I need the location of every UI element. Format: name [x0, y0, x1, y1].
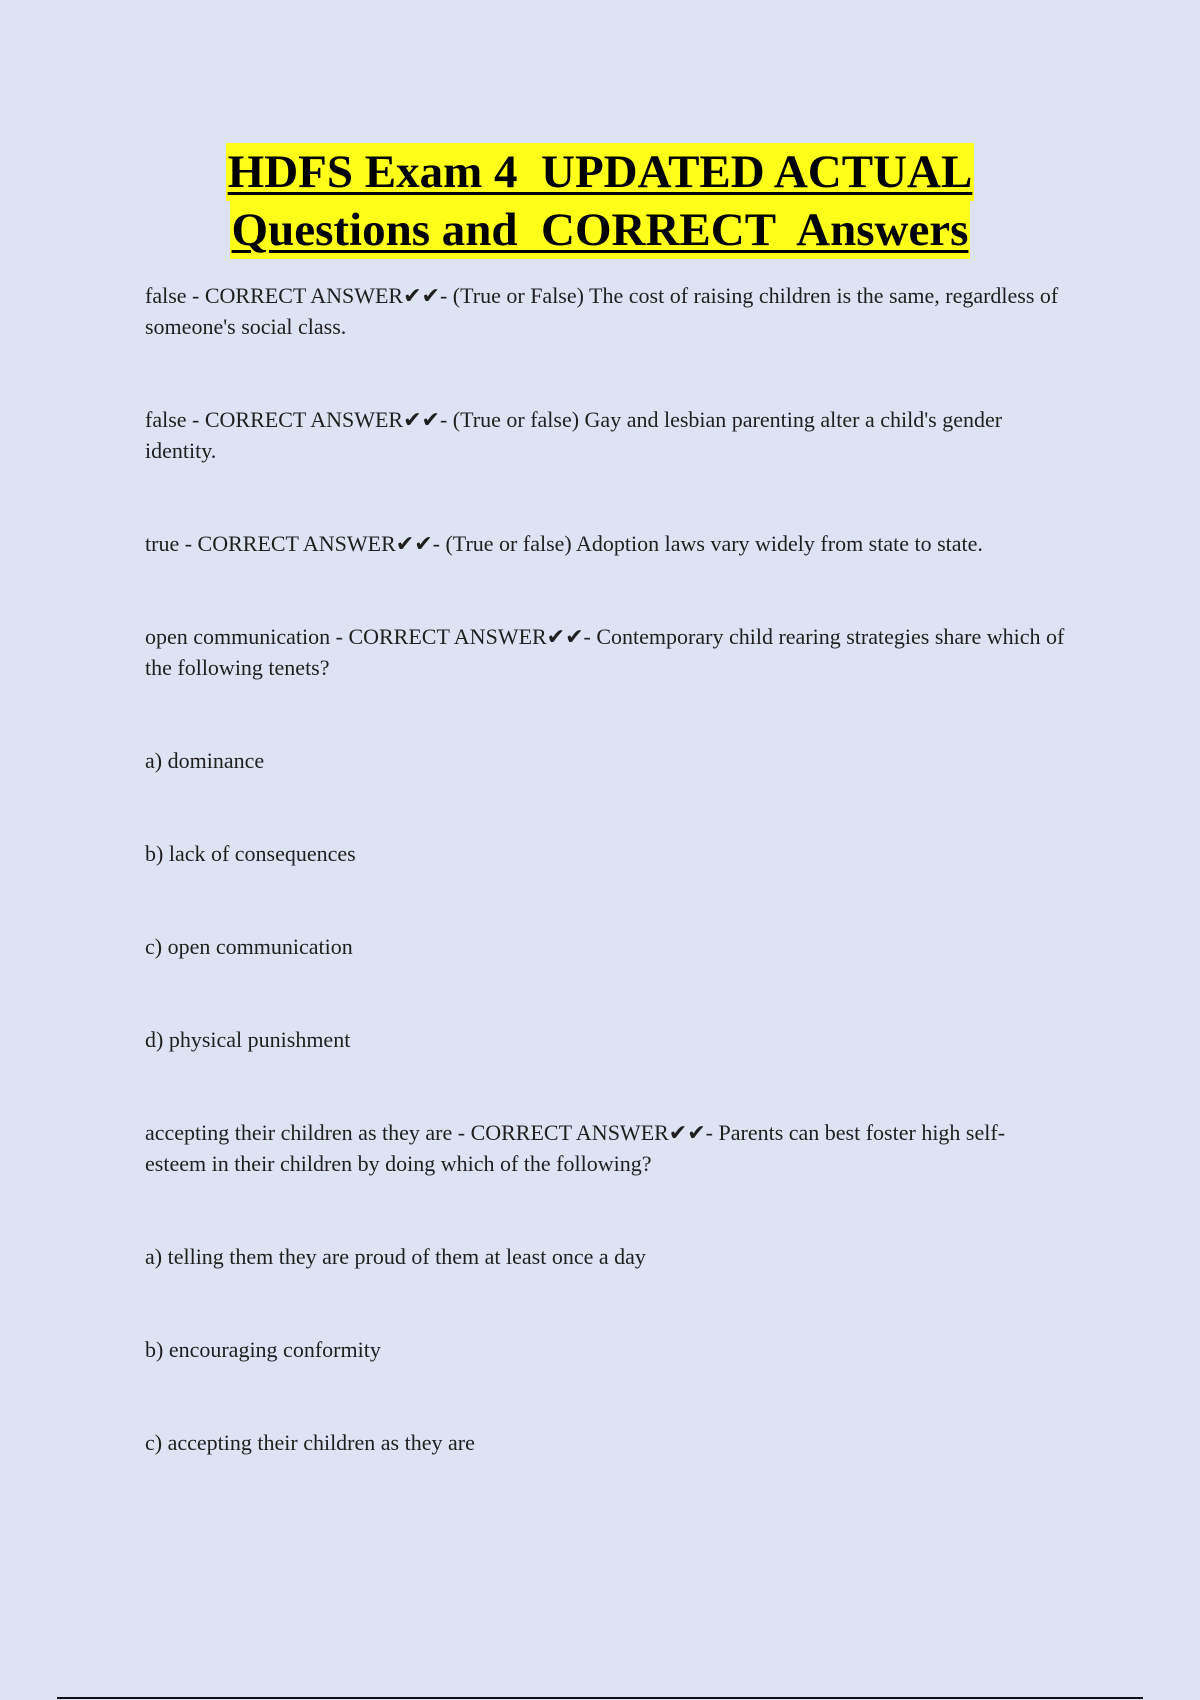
document-title: [0, 143, 1200, 259]
qa-entry-2: false - CORRECT ANSWER✔✔- (True or false) Gay and lesbian parenting alter a child's gender identity.: [145, 407, 1003, 463]
qa-entry-3: true - CORRECT ANSWER✔✔- (True or false) Adoption laws vary widely from state to state.: [145, 531, 983, 556]
qa-entry-5: accepting their children as they are - CORRECT ANSWER✔✔- Parents can best foster high self-esteem in their children by doing which of the following?: [145, 1120, 1006, 1176]
qa-content: [145, 280, 1065, 1520]
option-a: a) dominance: [145, 748, 265, 773]
option-b: b) encouraging conformity: [145, 1337, 381, 1362]
option-c: c) open communication: [145, 934, 353, 959]
option-a: a) telling them they are proud of them at least once a day: [145, 1244, 646, 1269]
option-c: c) accepting their children as they are: [145, 1430, 475, 1455]
qa-entry-4: open communication - CORRECT ANSWER✔✔- Contemporary child rearing strategies share which of the following tenets?: [145, 624, 1065, 680]
title-line-2: Questions and CORRECT Answers: [230, 201, 971, 259]
option-b: b) lack of consequences: [145, 841, 356, 866]
page-footer-rule: [57, 1697, 1143, 1699]
option-d: d) physical punishment: [145, 1027, 351, 1052]
title-line-1: HDFS Exam 4 UPDATED ACTUAL: [226, 143, 975, 201]
qa-entry-1: false - CORRECT ANSWER✔✔- (True or False) The cost of raising children is the same, regardless of someone's social class.: [145, 283, 1059, 339]
